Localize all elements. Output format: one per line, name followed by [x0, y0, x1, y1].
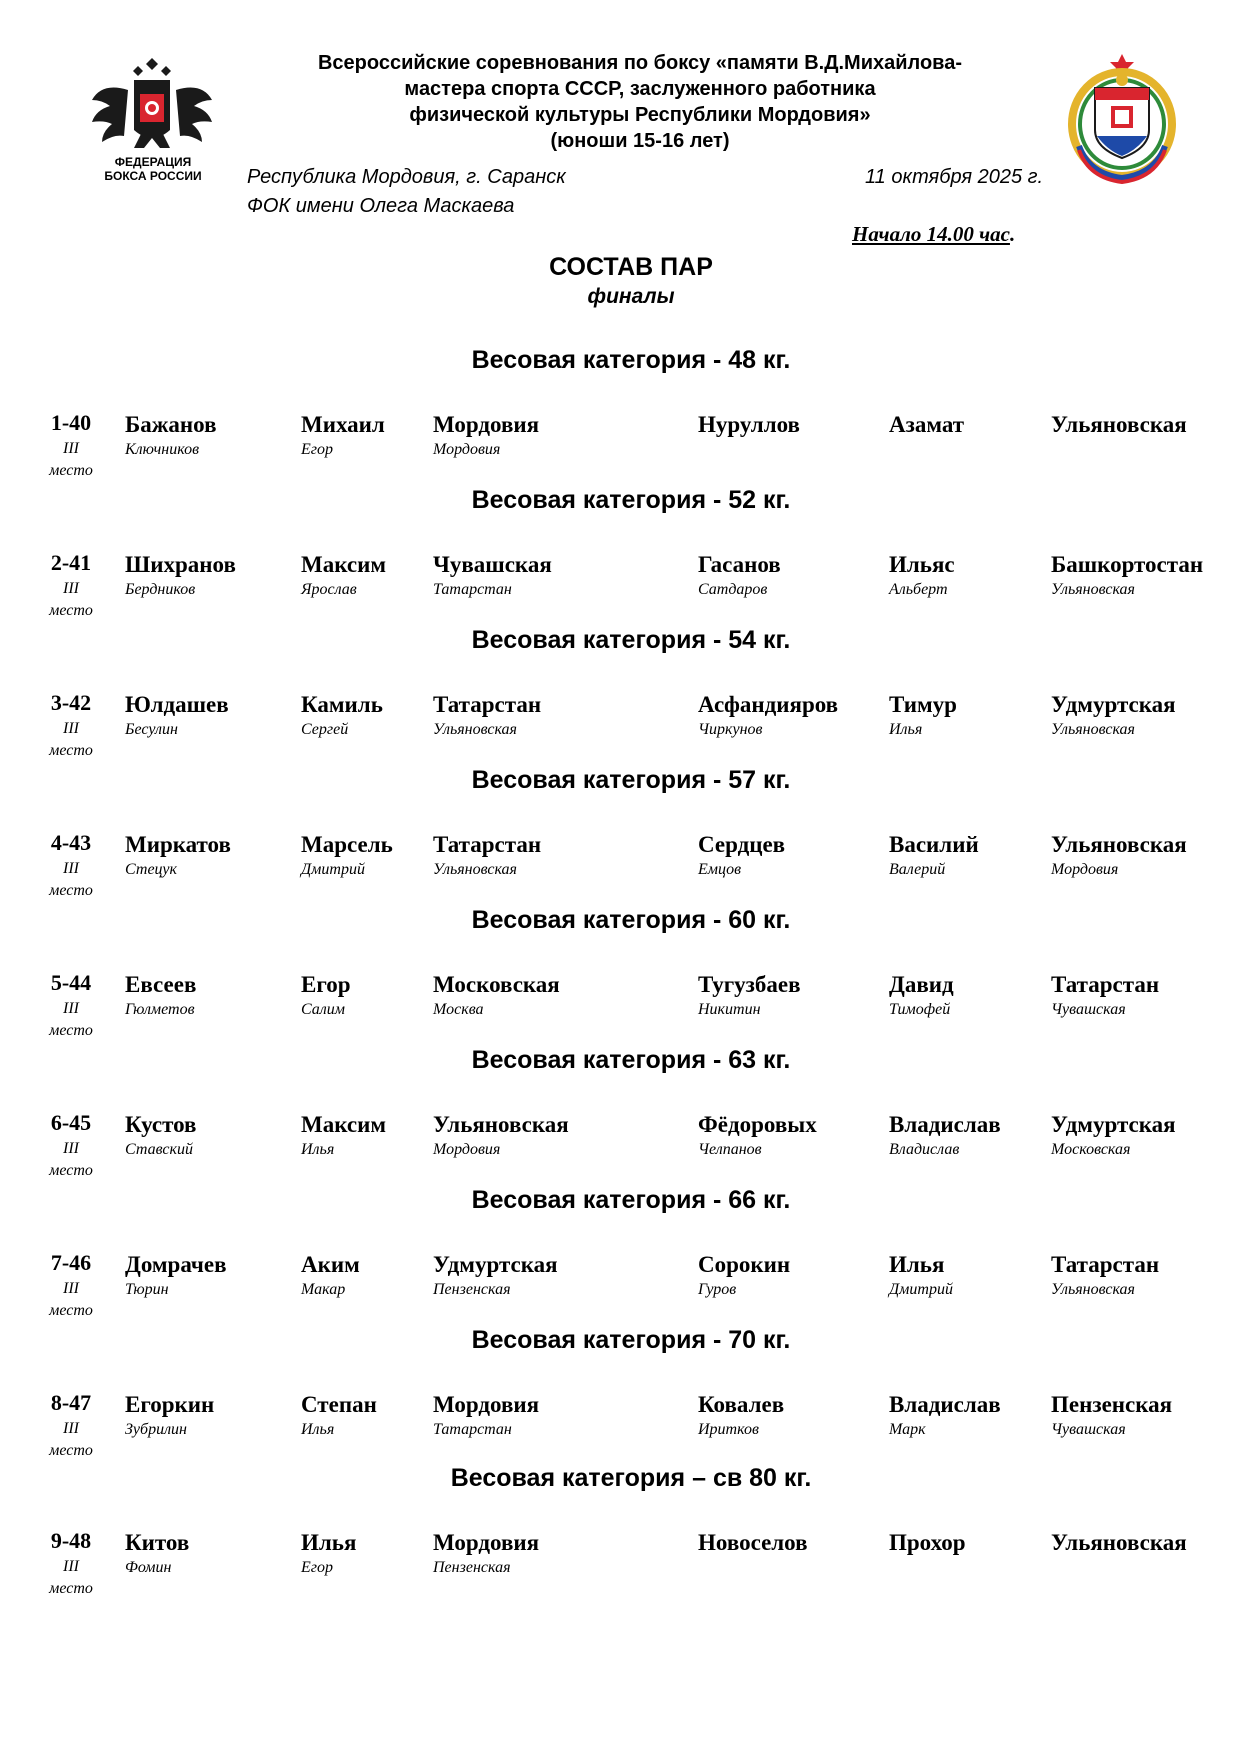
red-name: Камиль: [301, 692, 383, 717]
red-coach-surname: Тюрин: [125, 1281, 169, 1298]
red-coach-region: Мордовия: [433, 1141, 501, 1158]
weight-category-block: [0, 765, 1241, 905]
blue-coach-surname: Сатдаров: [698, 581, 768, 598]
place-word: место: [49, 742, 93, 759]
blue-coach-name: Дмитрий: [889, 1281, 953, 1298]
blue-region: Башкортостан: [1051, 552, 1204, 577]
blue-surname: Ковалев: [698, 1392, 785, 1417]
blue-name: Владислав: [889, 1392, 1001, 1417]
title-line: (юноши 15-16 лет): [550, 130, 730, 152]
blue-name: Василий: [889, 832, 979, 857]
place-label: [40, 1556, 102, 1600]
red-coach-region: Пензенская: [433, 1281, 511, 1298]
red-coach-name: Дмитрий: [301, 861, 365, 878]
place-label: [40, 578, 102, 622]
title-line: мастера спорта СССР, заслуженного работника: [404, 78, 876, 100]
blue-coach-name: Марк: [889, 1421, 926, 1438]
blue-region: Ульяновская: [1051, 412, 1187, 437]
pair-number: 5-44: [50, 970, 92, 995]
red-name: Максим: [301, 552, 387, 577]
blue-surname: Тугузбаев: [698, 972, 801, 997]
place-word: место: [49, 1022, 93, 1039]
blue-name: Давид: [889, 972, 954, 997]
red-coach-surname: Бесулин: [125, 721, 178, 738]
blue-coach-name: Владислав: [889, 1141, 960, 1158]
red-surname: Домрачев: [125, 1252, 227, 1277]
pair-number: 8-47: [50, 1390, 92, 1415]
venue: ФОК имени Олега Маскаева: [247, 195, 515, 217]
red-region: Мордовия: [433, 1392, 540, 1417]
place-word: место: [49, 462, 93, 479]
red-coach-name: Ярослав: [301, 581, 357, 598]
weight-category-block: [0, 1463, 1241, 1603]
red-coach-name: Салим: [301, 1001, 345, 1018]
blue-name: Тимур: [889, 692, 957, 717]
weight-category-block: [0, 345, 1241, 485]
place-rank: III: [63, 1140, 79, 1157]
blue-region: Пензенская: [1051, 1392, 1173, 1417]
boxing-federation-logo: [88, 50, 218, 185]
red-name: Аким: [301, 1252, 360, 1277]
pair-number: 2-41: [50, 550, 92, 575]
blue-surname: Фёдоровых: [698, 1112, 817, 1137]
blue-coach-region: Московская: [1051, 1141, 1131, 1158]
weight-category-block: [0, 1325, 1241, 1465]
pair-number: 4-43: [50, 830, 92, 855]
coat-of-arms-icon: [1065, 50, 1180, 185]
place-rank: III: [63, 580, 79, 597]
place-rank: III: [63, 1420, 79, 1437]
red-name: Илья: [301, 1530, 357, 1555]
title-line: Всероссийские соревнования по боксу «памяти В.Д.Михайлова-: [317, 52, 962, 74]
category-title: Весовая категория - 57 кг.: [471, 766, 791, 794]
blue-region: Татарстан: [1051, 972, 1160, 997]
blue-name: Ильяс: [889, 552, 955, 577]
weight-category-block: [0, 485, 1241, 625]
pair-number: 3-42: [50, 690, 92, 715]
red-name: Михаил: [301, 412, 385, 437]
category-title: Весовая категория - 66 кг.: [471, 1186, 791, 1214]
blue-name: Владислав: [889, 1112, 1001, 1137]
place-label: [40, 1418, 102, 1462]
event-date: 11 октября 2025 г.: [865, 166, 1044, 188]
red-name: Степан: [301, 1392, 377, 1417]
red-surname: Миркатов: [125, 832, 231, 857]
red-coach-surname: Ключников: [125, 441, 200, 458]
red-coach-region: Пензенская: [433, 1559, 511, 1576]
logo-text-line2: БОКСА РОССИИ: [104, 169, 202, 183]
doc-subtitle: финалы: [587, 285, 675, 308]
red-coach-name: Сергей: [301, 721, 349, 738]
place-word: место: [49, 1442, 93, 1459]
category-title: Весовая категория - 70 кг.: [471, 1326, 791, 1354]
red-name: Максим: [301, 1112, 387, 1137]
blue-coach-surname: Иритков: [698, 1421, 759, 1438]
red-coach-region: Ульяновская: [433, 861, 517, 878]
blue-coach-surname: Гуров: [698, 1281, 737, 1298]
red-surname: Китов: [125, 1530, 190, 1555]
blue-surname: Асфандияров: [698, 692, 839, 717]
mordovia-coat-of-arms: [1065, 50, 1180, 185]
eagle-icon: [88, 50, 218, 185]
red-coach-surname: Стецук: [125, 861, 177, 878]
place-rank: III: [63, 1558, 79, 1575]
place-rank: III: [63, 860, 79, 877]
blue-region: Татарстан: [1051, 1252, 1160, 1277]
red-coach-name: Илья: [301, 1141, 335, 1158]
place-rank: III: [63, 1280, 79, 1297]
place-rank: III: [63, 720, 79, 737]
place-word: место: [49, 882, 93, 899]
blue-region: Удмуртская: [1051, 692, 1176, 717]
competition-title: [240, 50, 1040, 154]
weight-category-block: [0, 1045, 1241, 1185]
blue-surname: Сердцев: [698, 832, 786, 857]
place-label: [40, 1138, 102, 1182]
start-time-text: Начало 14.00 час: [852, 222, 1010, 246]
blue-surname: Нуруллов: [698, 412, 800, 437]
place-rank: III: [63, 1000, 79, 1017]
blue-coach-name: Илья: [889, 721, 923, 738]
weight-category-block: [0, 625, 1241, 765]
red-region: Удмуртская: [433, 1252, 558, 1277]
red-coach-surname: Ставский: [125, 1141, 193, 1158]
title-line: физической культуры Республики Мордовия»: [409, 104, 871, 126]
blue-coach-region: Ульяновская: [1051, 1281, 1135, 1298]
blue-coach-region: Мордовия: [1051, 861, 1119, 878]
blue-name: Азамат: [889, 412, 965, 437]
place-label: [40, 718, 102, 762]
blue-region: Удмуртская: [1051, 1112, 1176, 1137]
blue-coach-surname: Емцов: [698, 861, 742, 878]
red-surname: Бажанов: [125, 412, 217, 437]
place-word: место: [49, 1162, 93, 1179]
red-coach-region: Татарстан: [433, 1421, 512, 1438]
red-coach-name: Илья: [301, 1421, 335, 1438]
red-region: Чувашская: [433, 552, 552, 577]
red-surname: Шихранов: [125, 552, 236, 577]
blue-coach-surname: Чиркунов: [698, 721, 763, 738]
red-region: Мордовия: [433, 1530, 540, 1555]
red-name: Марсель: [301, 832, 393, 857]
logo-text-line1: ФЕДЕРАЦИЯ: [114, 155, 192, 169]
start-time: [852, 222, 1015, 246]
red-surname: Кустов: [125, 1112, 197, 1137]
blue-coach-region: Ульяновская: [1051, 581, 1135, 598]
pair-number: 7-46: [50, 1250, 92, 1275]
place-label: [40, 1278, 102, 1322]
blue-name: Прохор: [889, 1530, 966, 1555]
start-time-suffix: .: [1009, 222, 1016, 246]
category-title: Весовая категория - 54 кг.: [471, 626, 791, 654]
red-coach-name: Егор: [301, 1559, 334, 1576]
place-label: [40, 858, 102, 902]
red-surname: Евсеев: [125, 972, 197, 997]
weight-category-block: [0, 905, 1241, 1045]
red-coach-surname: Зубрилин: [125, 1421, 187, 1438]
blue-surname: Сорокин: [698, 1252, 791, 1277]
place-rank: III: [63, 440, 79, 457]
category-title: Весовая категория - 63 кг.: [471, 1046, 791, 1074]
blue-region: Ульяновская: [1051, 1530, 1187, 1555]
doc-title: СОСТАВ ПАР: [549, 253, 713, 281]
place-label: [40, 438, 102, 482]
red-coach-surname: Бердников: [125, 581, 196, 598]
red-region: Московская: [433, 972, 560, 997]
red-coach-name: Егор: [301, 441, 334, 458]
blue-surname: Гасанов: [698, 552, 781, 577]
blue-coach-name: Тимофей: [889, 1001, 951, 1018]
red-surname: Юлдашев: [125, 692, 229, 717]
red-coach-region: Татарстан: [433, 581, 512, 598]
red-coach-region: Мордовия: [433, 441, 501, 458]
blue-coach-region: Чувашская: [1051, 1421, 1126, 1438]
red-coach-region: Ульяновская: [433, 721, 517, 738]
pair-number: 6-45: [50, 1110, 92, 1135]
blue-coach-region: Ульяновская: [1051, 721, 1135, 738]
place-word: место: [49, 602, 93, 619]
category-title: Весовая категория – св 80 кг.: [450, 1464, 812, 1492]
blue-coach-surname: Никитин: [698, 1001, 761, 1018]
blue-region: Ульяновская: [1051, 832, 1187, 857]
red-coach-region: Москва: [433, 1001, 484, 1018]
red-region: Татарстан: [433, 832, 542, 857]
category-title: Весовая категория - 60 кг.: [471, 906, 791, 934]
blue-name: Илья: [889, 1252, 945, 1277]
red-coach-surname: Фомин: [125, 1559, 172, 1576]
blue-coach-region: Чувашская: [1051, 1001, 1126, 1018]
red-region: Мордовия: [433, 412, 540, 437]
location: Республика Мордовия, г. Саранск: [247, 166, 566, 188]
category-title: Весовая категория - 52 кг.: [471, 486, 791, 514]
blue-coach-name: Альберт: [889, 581, 948, 598]
place-word: место: [49, 1580, 93, 1597]
red-region: Ульяновская: [433, 1112, 569, 1137]
red-name: Егор: [301, 972, 351, 997]
place-word: место: [49, 1302, 93, 1319]
pair-number: 1-40: [50, 410, 92, 435]
weight-category-block: [0, 1185, 1241, 1325]
red-coach-name: Макар: [301, 1281, 346, 1298]
category-title: Весовая категория - 48 кг.: [471, 346, 791, 374]
red-coach-surname: Гюлметов: [125, 1001, 195, 1018]
blue-coach-name: Валерий: [889, 861, 946, 878]
red-surname: Егоркин: [125, 1392, 215, 1417]
place-label: [40, 998, 102, 1042]
blue-surname: Новоселов: [698, 1530, 808, 1555]
red-region: Татарстан: [433, 692, 542, 717]
blue-coach-surname: Челпанов: [698, 1141, 762, 1158]
pair-number: 9-48: [50, 1528, 92, 1553]
